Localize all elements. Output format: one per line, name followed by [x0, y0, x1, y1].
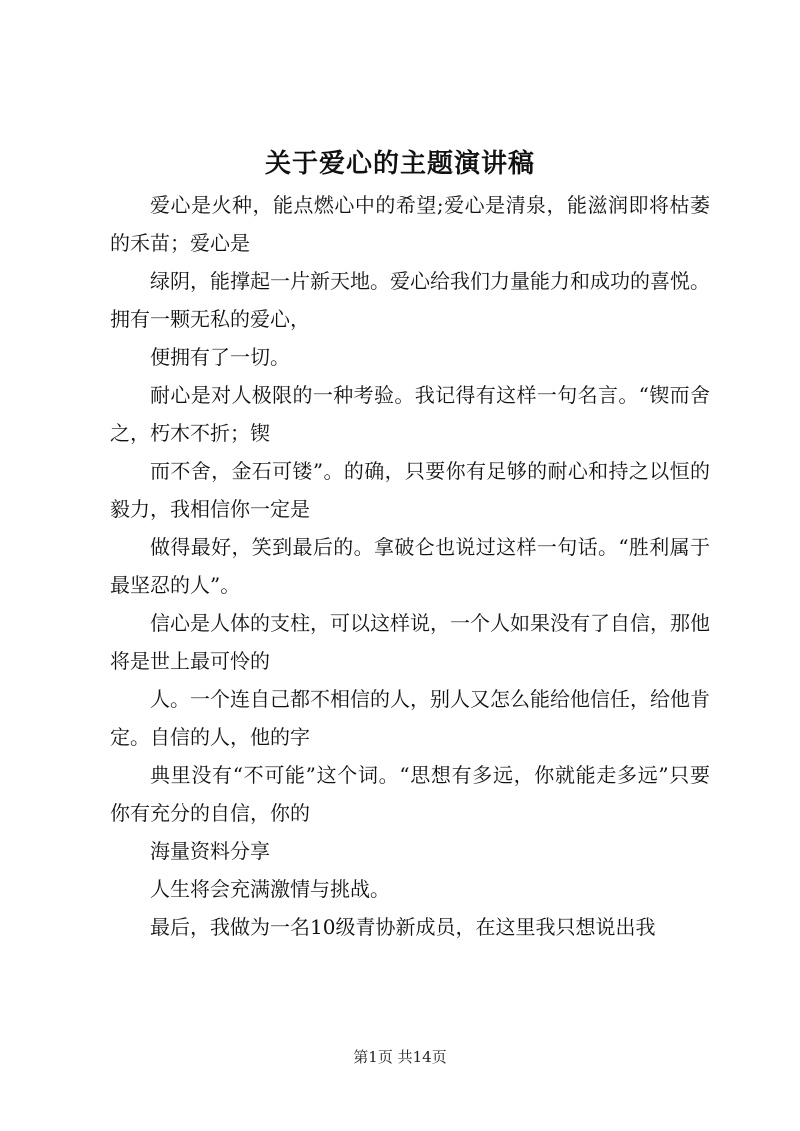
- page-title: 关于爱心的主题演讲稿: [264, 149, 535, 179]
- paragraph: 耐心是对人极限的一种考验。我记得有这样一句名言。“锲而舍之，朽木不折；锲: [110, 383, 710, 445]
- paragraph: 人。一个连自己都不相信的人，别人又怎么能给他信任，给他肯定。自信的人，他的字: [110, 687, 710, 749]
- paragraph: 做得最好，笑到最后的。拿破仑也说过这样一句话。“胜利属于最坚忍的人”。: [110, 535, 710, 597]
- paragraph: 而不舍，金石可镂”。的确，只要你有足够的耐心和持之以恒的毅力，我相信你一定是: [110, 459, 710, 521]
- paragraph: 绿阴，能撑起一片新天地。爱心给我们力量能力和成功的喜悦。拥有一颗无私的爱心，: [110, 269, 710, 331]
- paragraph: 海量资料分享: [150, 839, 270, 863]
- paragraph: 便拥有了一切。: [150, 345, 290, 369]
- document-body: [110, 186, 710, 946]
- paragraph: 最后，我做为一名10级青协新成员，在这里我只想说出我: [150, 915, 656, 939]
- page-number: 第1页 共14页: [353, 1048, 447, 1066]
- paragraph: 人生将会充满激情与挑战。: [150, 877, 390, 901]
- paragraph: 爱心是火种，能点燃心中的希望;爱心是清泉，能滋润即将枯萎的禾苗；爱心是: [110, 193, 710, 255]
- paragraph: 典里没有“不可能”这个词。“思想有多远，你就能走多远”只要你有充分的自信，你的: [110, 763, 710, 825]
- paragraph: 信心是人体的支柱，可以这样说，一个人如果没有了自信，那他将是世上最可怜的: [110, 611, 710, 673]
